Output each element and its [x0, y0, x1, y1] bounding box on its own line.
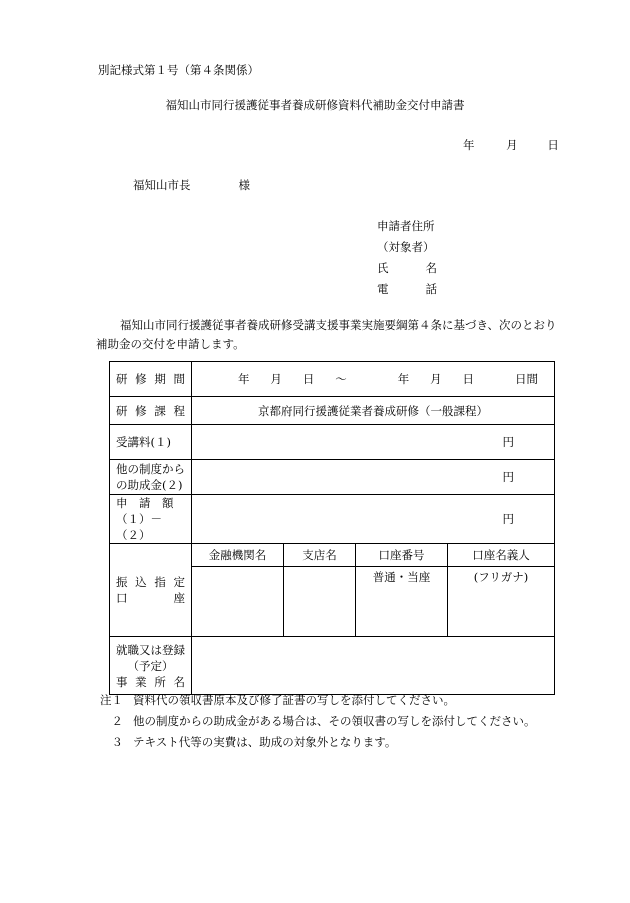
- bank-header-branch: 支店名: [284, 544, 356, 567]
- document-title: 福知山市同行援護従事者養成研修資料代補助金交付申請書: [165, 98, 465, 112]
- applicant-name-label-1: 氏: [377, 261, 389, 275]
- date-year: 年: [463, 138, 475, 152]
- workplace-label: 就職又は登録 （予定） 事 業 所 名: [110, 637, 192, 695]
- bank-header-account-number: 口座番号: [356, 544, 448, 567]
- applicant-target-label: （対象者）: [377, 240, 435, 254]
- addressee: [133, 177, 250, 193]
- note-1: 注１ 資料代の領収書原本及び修了証書の写しを添付してください。: [100, 693, 455, 707]
- bank-header-institution: 金融機関名: [192, 544, 284, 567]
- request-text: 福知山市同行援護従事者養成研修受講支援事業実施要綱第４条に基づき、次のとおり補助金の交付を申請します。: [96, 318, 557, 351]
- period-label: 研 修 期 間: [110, 362, 192, 397]
- workplace-field[interactable]: [192, 637, 555, 695]
- account-holder-furigana[interactable]: (フリガナ): [448, 567, 555, 637]
- row-bank-header: [110, 544, 555, 567]
- bank-label: 振 込 指 定 口 座: [110, 544, 192, 637]
- row-period: [110, 362, 555, 397]
- applicant-name-label-2: 名: [425, 261, 437, 275]
- applicant-address-label: 申請者住所: [377, 219, 435, 233]
- application-table: [109, 361, 555, 695]
- fee-field[interactable]: 円: [192, 425, 555, 460]
- bank-institution-field[interactable]: [192, 567, 284, 637]
- account-type[interactable]: 普通・当座: [356, 567, 448, 637]
- notes: [96, 690, 536, 753]
- row-workplace: [110, 637, 555, 695]
- applicant-phone-label-1: 電: [377, 282, 389, 296]
- amount-field[interactable]: 円: [192, 495, 555, 544]
- course-label: 研 修 課 程: [110, 397, 192, 425]
- date-month: 月: [506, 138, 518, 152]
- course-value: 京都府同行援護従業者養成研修（一般課程）: [192, 397, 555, 425]
- note-3: ３ テキスト代等の実費は、助成の対象外となります。: [111, 735, 397, 749]
- fee-label: 受講料(１): [110, 425, 192, 460]
- other-field[interactable]: 円: [192, 460, 555, 495]
- other-label: 他の制度から の助成金(２): [110, 460, 192, 495]
- date-day: 日: [547, 138, 559, 152]
- applicant-phone-label-2: 話: [425, 282, 437, 296]
- amount-label: 申 請 額 （１）－（２）: [110, 495, 192, 544]
- addressee-name: 福知山市長: [133, 178, 191, 192]
- bank-branch-field[interactable]: [284, 567, 356, 637]
- applicant-block: [377, 216, 437, 300]
- bank-header-account-holder: 口座名義人: [448, 544, 555, 567]
- row-course: [110, 397, 555, 425]
- row-fee: [110, 425, 555, 460]
- row-amount: [110, 495, 555, 544]
- period-field[interactable]: 年 月 日 ～ 年 月 日 日間: [192, 362, 555, 397]
- row-other-subsidy: [110, 460, 555, 495]
- addressee-honorific: 様: [238, 178, 250, 192]
- note-2: ２ 他の制度からの助成金がある場合は、その領収書の写しを添付してください。: [111, 714, 536, 728]
- form-id: 別記様式第１号（第４条関係）: [98, 63, 259, 77]
- date-line: [463, 137, 559, 153]
